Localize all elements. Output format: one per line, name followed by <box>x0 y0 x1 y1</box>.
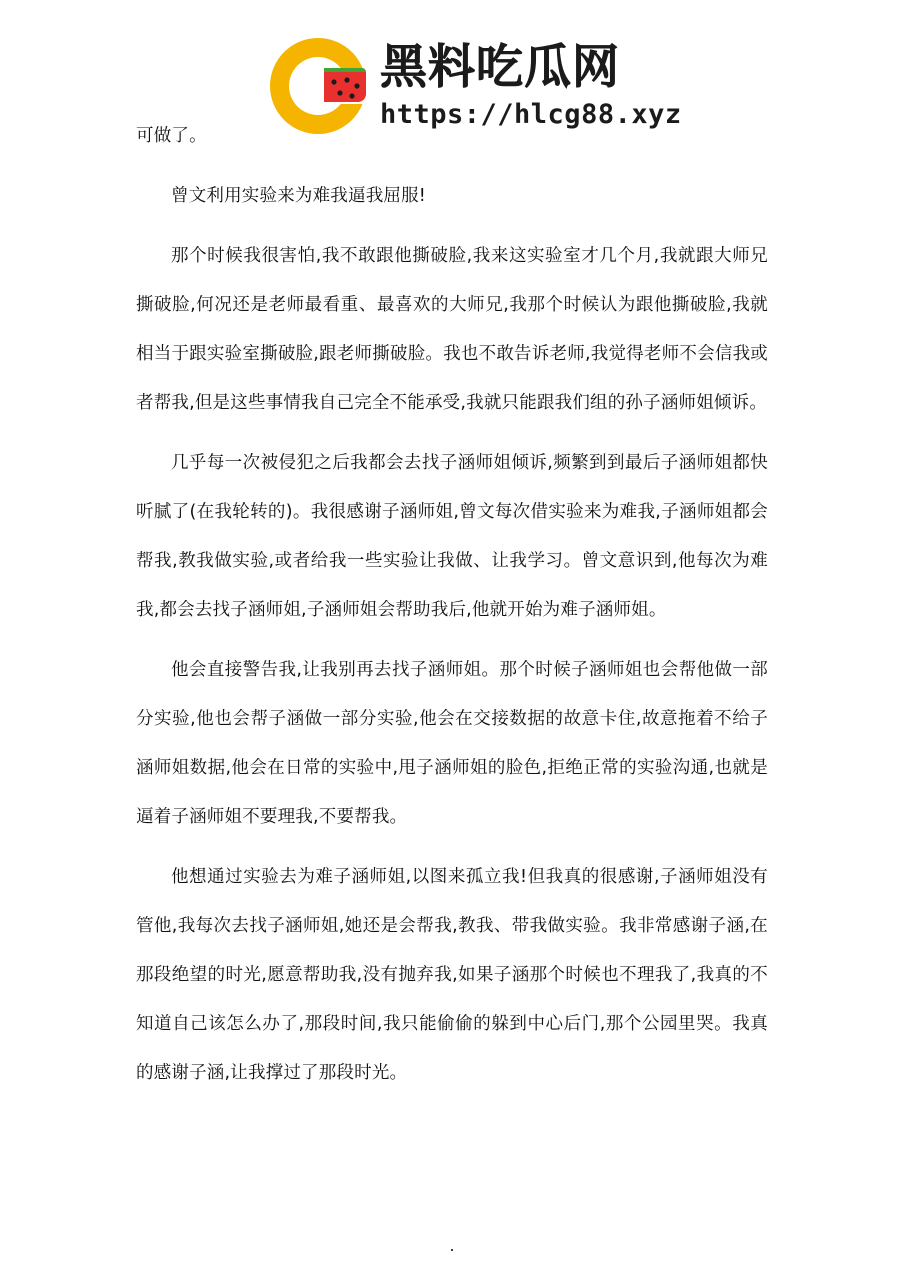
paragraph: 曾文利用实验来为难我逼我屈服! <box>171 186 427 206</box>
document-body <box>136 112 768 1109</box>
paragraph: 那个时候我很害怕,我不敢跟他撕破脸,我来这实验室才几个月,我就跟大师兄撕破脸,何况还是老师最看重、最喜欢的大师兄,我那个时候认为跟他撕破脸,我就相当于跟实验室撕破脸,跟老师撕破脸。我也不敢告诉老师,我觉得老师不会信我或者帮我,但是这些事情我自己完全不能承受,我就只能跟我们组的孙子涵师姐倾诉。 <box>136 246 768 413</box>
page-footer-mark: . <box>449 1236 455 1255</box>
paragraph: 他想通过实验去为难子涵师姐,以图来孤立我!但我真的很感谢,子涵师姐没有管他,我每次去找子涵师姐,她还是会帮我,教我、带我做实验。我非常感谢子涵,在那段绝望的时光,愿意帮助我,没有抛弃我,如果子涵那个时候也不理我了,我真的不知道自己该怎么办了,那段时间,我只能偷偷的躲到中心后门,那个公园里哭。我真的感谢子涵,让我撑过了那段时光。 <box>136 867 768 1083</box>
paragraph: 几乎每一次被侵犯之后我都会去找子涵师姐倾诉,频繁到到最后子涵师姐都快听腻了(在我轮转的)。我很感谢子涵师姐,曾文每次借实验来为难我,子涵师姐都会帮我,教我做实验,或者给我一些实验让我做、让我学习。曾文意识到,他每次为难我,都会去找子涵师姐,子涵师姐会帮助我后,他就开始为难子涵师姐。 <box>136 453 768 620</box>
site-url: https://hlcg88.xyz <box>380 98 682 130</box>
site-name: 黑料吃瓜网 <box>380 39 620 95</box>
paragraph: 他会直接警告我,让我别再去找子涵师姐。那个时候子涵师姐也会帮他做一部分实验,他也会帮子涵做一部分实验,他会在交接数据的故意卡住,故意拖着不给子涵师姐数据,他会在日常的实验中,甩子涵师姐的脸色,拒绝正常的实验沟通,也就是逼着子涵师姐不要理我,不要帮我。 <box>136 660 768 827</box>
paragraph: 可做了。 <box>136 126 207 146</box>
